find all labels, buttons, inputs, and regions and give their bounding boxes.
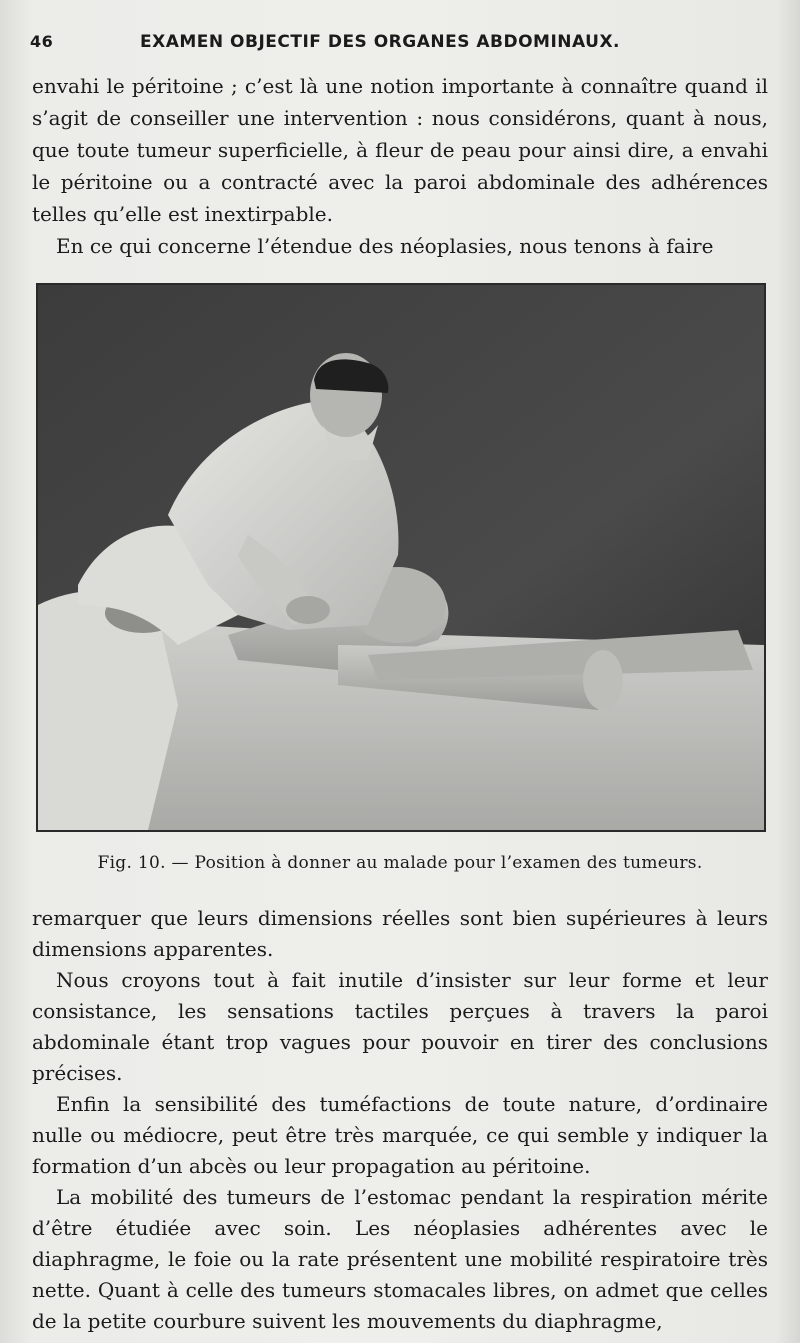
paragraph: Nous croyons tout à fait inutile d’insister sur leur forme et leur consistance, les sensations tactiles perçues à travers la paroi abdominale étant trop vagues pour pouvoir en tirer des conclusions précises.: [32, 968, 768, 1085]
running-head: [30, 32, 760, 60]
page-number: 46: [30, 32, 54, 51]
figure-caption: Fig. 10. — Position à donner au malade pour l’examen des tumeurs.: [97, 853, 703, 873]
paragraph: envahi le péritoine ; c’est là une notion importante à connaître quand il s’agit de conseiller une intervention : nous considérons, quant à nous, que toute tumeur superficielle, à fleur de peau pour ainsi dire, a envahi le péritoine ou a contracté avec la paroi abdominale des adhérences telles qu’elle est inextirpable.: [32, 74, 768, 226]
text-before-figure: [32, 70, 768, 262]
running-title: EXAMEN OBJECTIF DES ORGANES ABDOMINAUX.: [140, 32, 621, 52]
photo-illustration: [38, 285, 764, 830]
physician-hand: [286, 596, 330, 624]
patient-foot: [583, 650, 623, 710]
figure-photograph: [36, 283, 766, 832]
paragraph: La mobilité des tumeurs de l’estomac pendant la respiration mérite d’être étudiée avec soin. Les néoplasies adhérentes avec le diaphragme, le foie ou la rate présentent une mobilité respiratoire très nette. Quant à celle des tumeurs stomacales libres, on admet que celles de la petite courbure suivent les mouvements du diaphragme,: [32, 1185, 768, 1333]
text-after-figure: [32, 903, 768, 1337]
paragraph: En ce qui concerne l’étendue des néoplasies, nous tenons à faire: [56, 234, 714, 258]
paragraph: Enfin la sensibilité des tuméfactions de toute nature, d’ordinaire nulle ou médiocre, peut être très marquée, ce qui semble y indiquer la formation d’un abcès ou leur propagation au péritoine.: [32, 1092, 768, 1178]
paragraph: remarquer que leurs dimensions réelles sont bien supérieures à leurs dimensions apparentes.: [32, 906, 768, 961]
